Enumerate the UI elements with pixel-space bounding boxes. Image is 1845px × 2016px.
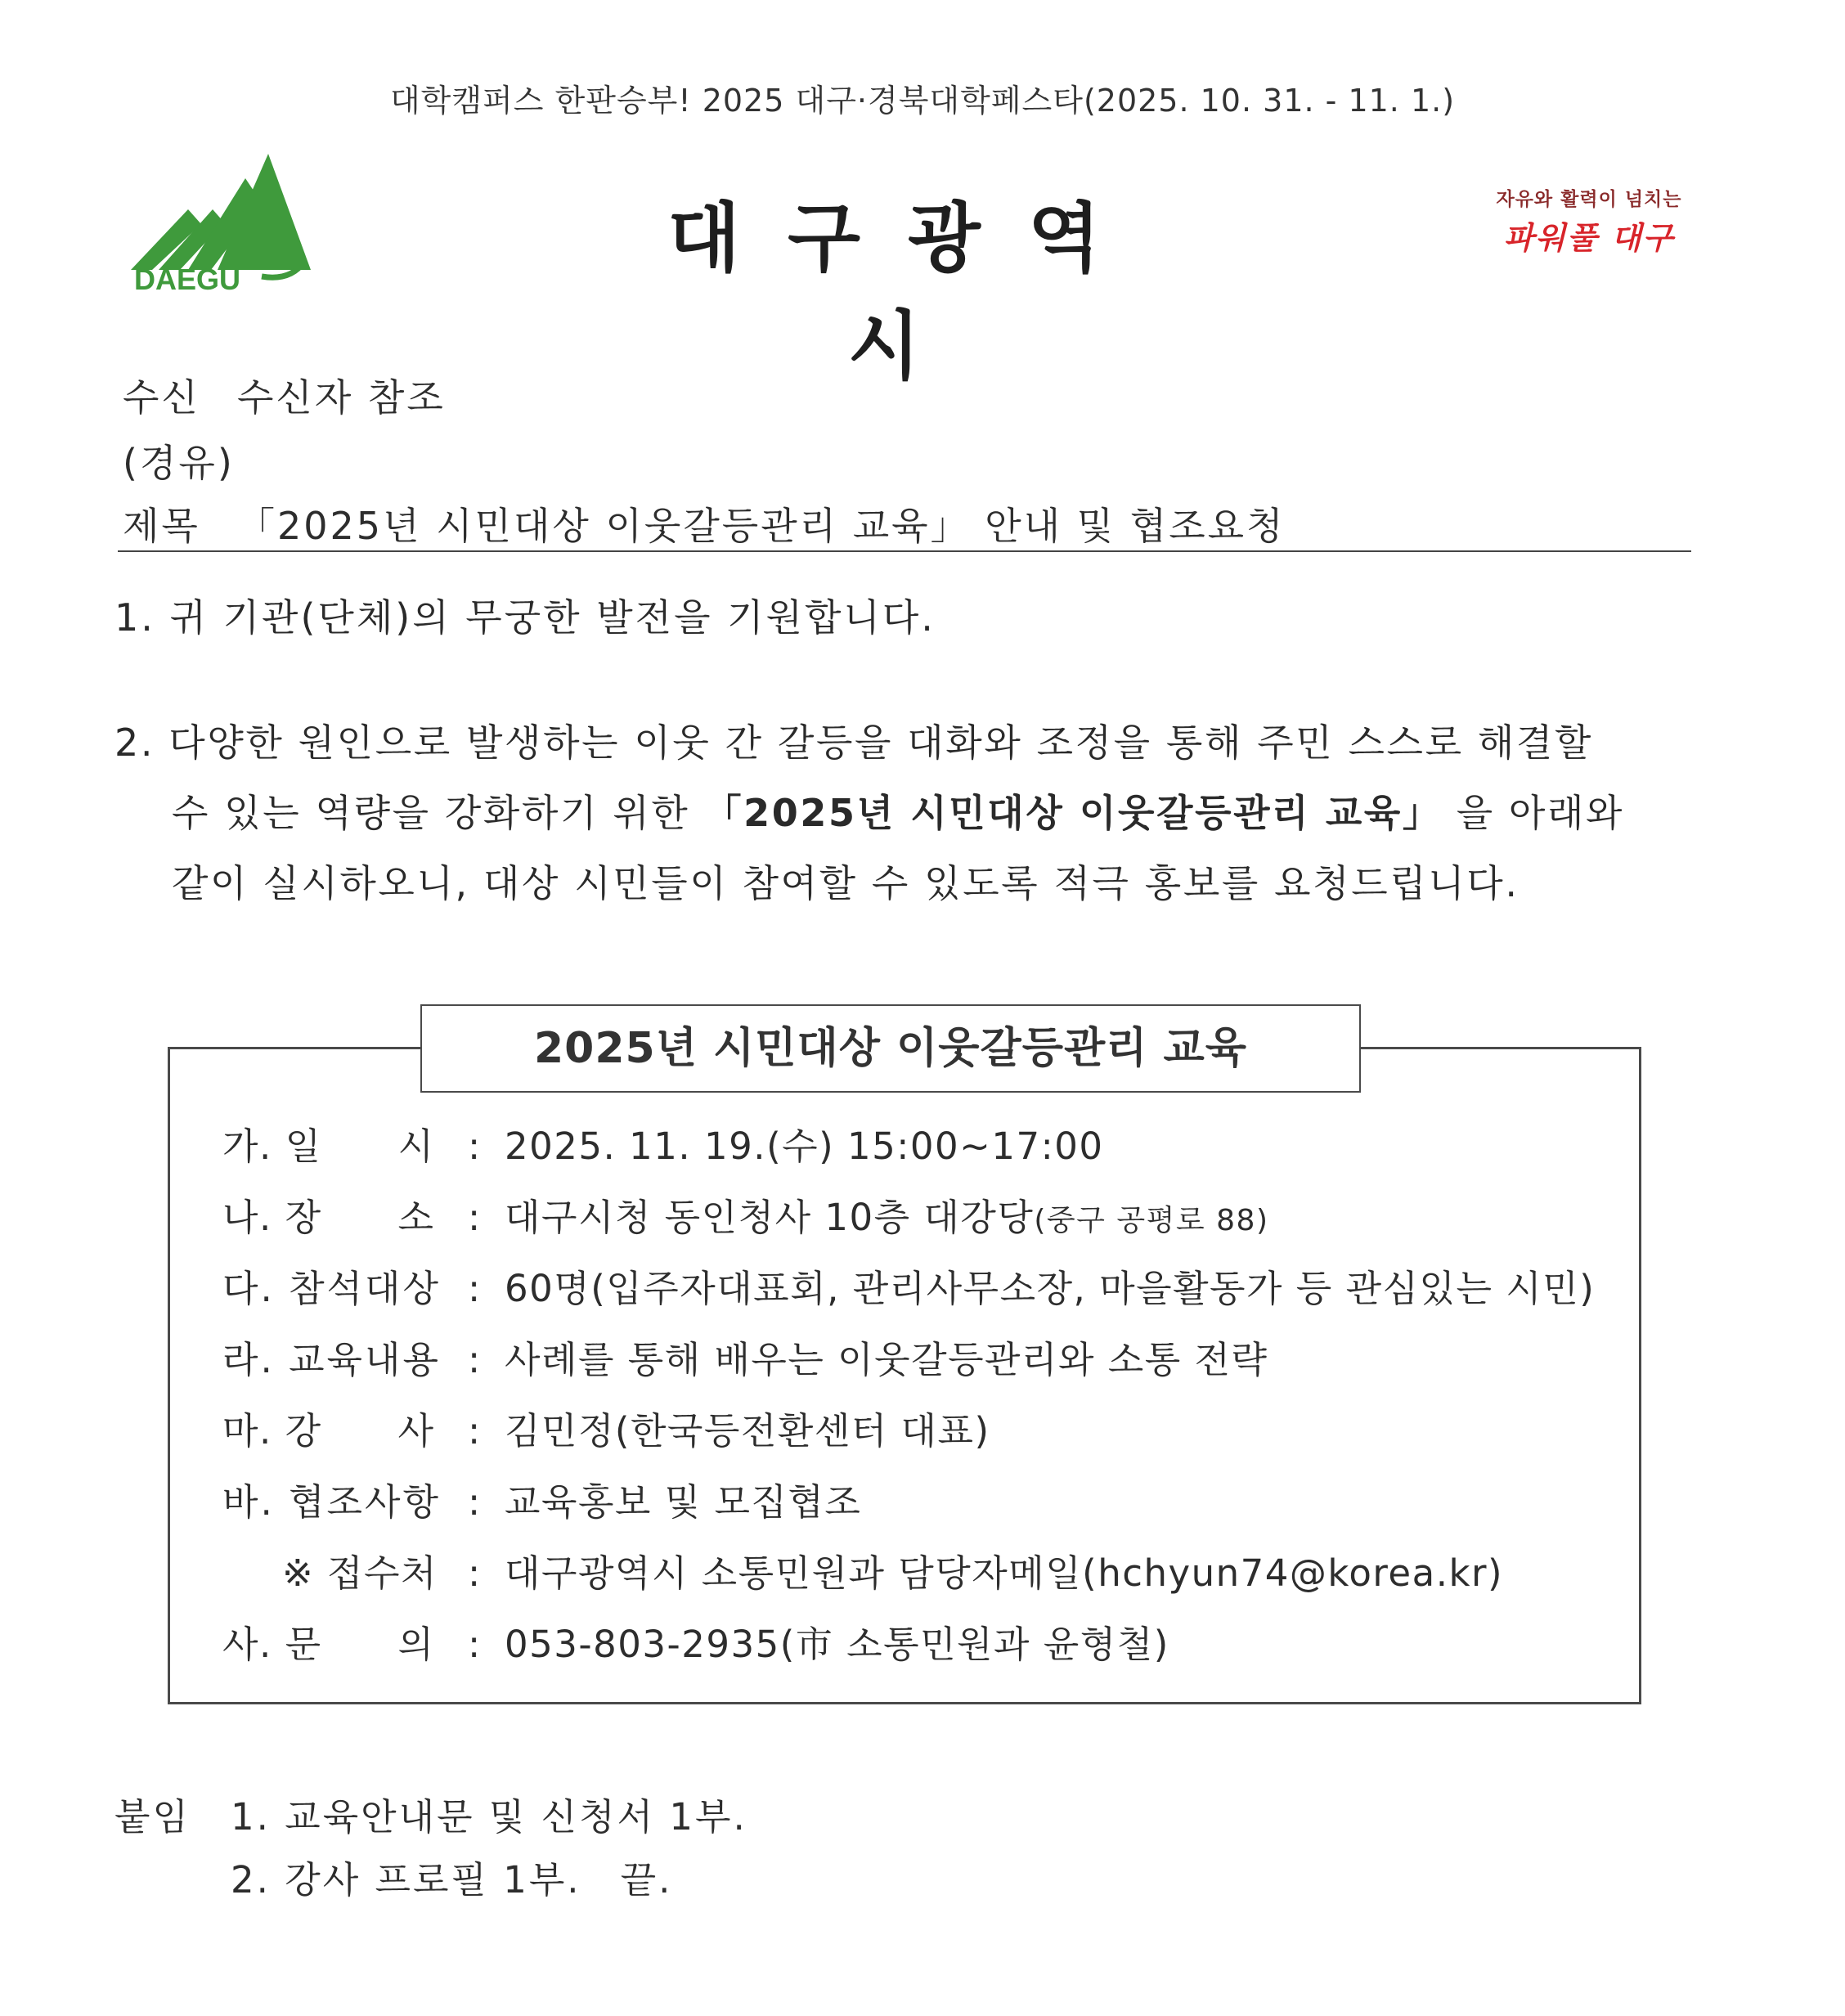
attachments-line-1: 붙임 1. 교육안내문 및 신청서 1부. — [114, 1787, 747, 1840]
subject-label: 제목 — [123, 504, 200, 548]
venue-address: (중구 공평로 88) — [1034, 1204, 1269, 1237]
recipient-label: 수신 — [123, 375, 200, 420]
header-banner-text: 대학캠퍼스 한판승부! 2025 대구·경북대학페스타(2025. 10. 31. - 11. 1.) — [389, 83, 1456, 119]
info-item-content: 라. 교육내용 : 사례를 통해 배우는 이웃갈등관리와 소통 전략 — [222, 1338, 1268, 1381]
attachments-line-2: 2. 강사 프로필 1부. 끝. — [231, 1858, 673, 1902]
paragraph-2-line-2: 수 있는 역량을 강화하기 위한 「2025년 시민대상 이웃갈등관리 교육」 을 아래와 — [172, 791, 1625, 835]
slogan-top-text: 자유와 활력이 넘치는 — [1496, 189, 1682, 210]
info-item-reception: ※ 접수처 : 대구광역시 소통민원과 담당자메일(hchyun74@korea.kr) — [282, 1551, 1504, 1595]
recipient-value: 수신자 참조 — [237, 375, 446, 420]
info-item-venue: 나. 장 소 : 대구시청 동인청사 10층 대강당(중구 공평로 88) — [222, 1196, 1269, 1239]
attachments-label: 붙임 — [114, 1795, 191, 1839]
info-item-date: 가. 일 시 : 2025. 11. 19.(수) 15:00~17:00 — [222, 1125, 1104, 1168]
daegu-logo — [123, 146, 311, 293]
recipient-line — [123, 368, 446, 422]
slogan-main-text: 파워풀 대구 — [1503, 220, 1675, 256]
education-title-inline: 「2025년 시민대상 이웃갈등관리 교육」 — [703, 791, 1443, 835]
paragraph-1: 1. 귀 기관(단체)의 무궁한 발전을 기원합니다. — [114, 595, 936, 640]
paragraph-2-line-3: 같이 실시하오니, 대상 시민들이 참여할 수 있도록 적극 홍보를 요청드립니다. — [172, 861, 1520, 905]
paragraph-2-line-1: 2. 다양한 원인으로 발생하는 이웃 간 갈등을 대화와 조정을 통해 주민 스스로 해결할 — [114, 721, 1593, 765]
education-box-title: 2025년 시민대상 이웃갈등관리 교육 — [420, 1004, 1361, 1093]
info-item-participants: 다. 참석대상 : 60명(입주자대표회, 관리사무소장, 마을활동가 등 관심있는 시민) — [222, 1267, 1596, 1310]
subject-value: 「2025년 시민대상 이웃갈등관리 교육」 안내 및 협조요청 — [237, 504, 1286, 548]
subject-divider — [118, 550, 1691, 552]
paragraph-2 — [114, 707, 1701, 918]
via-line: (경유) — [123, 441, 235, 485]
info-item-cooperation: 바. 협조사항 : 교육홍보 및 모집협조 — [222, 1480, 862, 1524]
organization-title: 대구광역시 — [667, 195, 1148, 390]
subject-line — [123, 496, 1286, 550]
info-item-instructor: 마. 강 사 : 김민정(한국등전환센터 대표) — [222, 1409, 990, 1453]
slogan — [1487, 184, 1691, 258]
info-item-inquiry: 사. 문 의 : 053-803-2935(市 소통민원과 윤형철) — [222, 1623, 1169, 1666]
logo-text: DAEGU — [134, 263, 241, 293]
